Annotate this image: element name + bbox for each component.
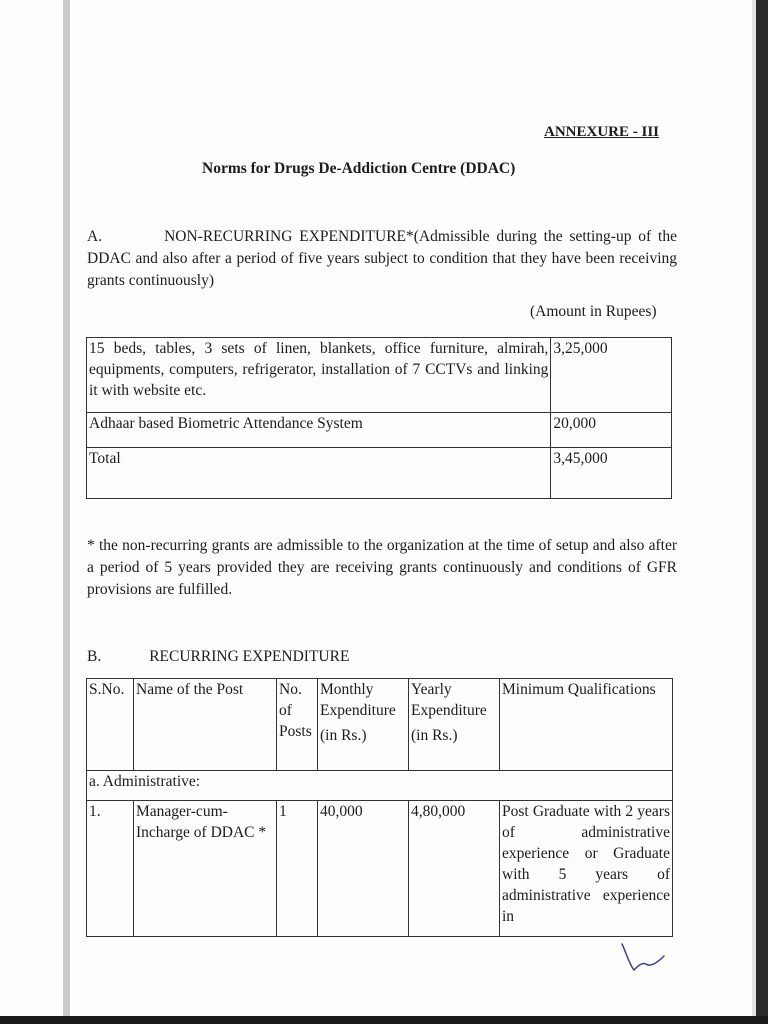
item-cell: Adhaar based Biometric Attendance System [87, 413, 551, 448]
footnote: * the non-recurring grants are admissible to the organization at the time of setup and also after a period of 5 years provided they are receiving grants continuously and conditions of GFR provisions are fulfilled. [87, 537, 677, 598]
header-post: Name of the Post [134, 679, 277, 771]
table-row [87, 801, 673, 937]
total-amount-cell: 3,45,000 [551, 448, 672, 499]
post-cell: Manager-cum-Incharge of DDAC * [134, 801, 277, 937]
header-row [87, 679, 673, 771]
section-a-marker: A. [87, 228, 103, 245]
annexure-label: ANNEXURE - III [544, 124, 660, 140]
document-title: Norms for Drugs De-Addiction Centre (DDAC) [202, 160, 516, 177]
qualification-cell: Post Graduate with 2 years of administrative experience or Graduate with 5 years of administrative experience in [500, 801, 673, 937]
monthly-cell: 40,000 [318, 801, 409, 937]
section-b-title: RECURRING EXPENDITURE [149, 648, 350, 665]
non-recurring-table [86, 337, 672, 499]
signature-mark [620, 942, 666, 974]
yearly-cell: 4,80,000 [409, 801, 500, 937]
header-sno: S.No. [87, 679, 134, 771]
header-monthly-label: Monthly Expenditure [320, 681, 396, 719]
amount-cell: 20,000 [551, 413, 672, 448]
table-row [87, 338, 672, 413]
section-a-intro [87, 226, 677, 292]
group-label: a. Administrative: [87, 771, 673, 801]
amount-note: (Amount in Rupees) [530, 303, 657, 320]
header-posts-count: No. of Posts [277, 679, 318, 771]
total-label-cell: Total [87, 448, 551, 499]
sno-cell: 1. [87, 801, 134, 937]
header-yearly [409, 679, 500, 771]
count-cell: 1 [277, 801, 318, 937]
header-monthly-unit: (in Rs.) [320, 727, 367, 744]
header-monthly [318, 679, 409, 771]
amount-cell: 3,25,000 [551, 338, 672, 413]
header-yearly-unit: (in Rs.) [411, 727, 458, 744]
table-row [87, 448, 672, 499]
header-yearly-label: Yearly Expenditure [411, 681, 487, 719]
scan-left-shadow [63, 0, 70, 1024]
scan-right-border [756, 0, 768, 1024]
group-row [87, 771, 673, 801]
header-qualifications: Minimum Qualifications [500, 679, 673, 771]
section-b-marker: B. [87, 648, 102, 665]
section-b-heading [87, 646, 677, 668]
scan-bottom-border [0, 1016, 768, 1024]
recurring-table [86, 678, 673, 937]
item-cell: 15 beds, tables, 3 sets of linen, blankets, office furniture, almirah, equipments, computers, refrigerator, installation of 7 CCTVs and linking it with website etc. [87, 338, 551, 413]
section-a-text: NON-RECURRING EXPENDITURE*(Admissible during the setting-up of the DDAC and also after a period of five years subject to condition that they have been receiving grants continuously) [87, 228, 677, 289]
table-row [87, 413, 672, 448]
